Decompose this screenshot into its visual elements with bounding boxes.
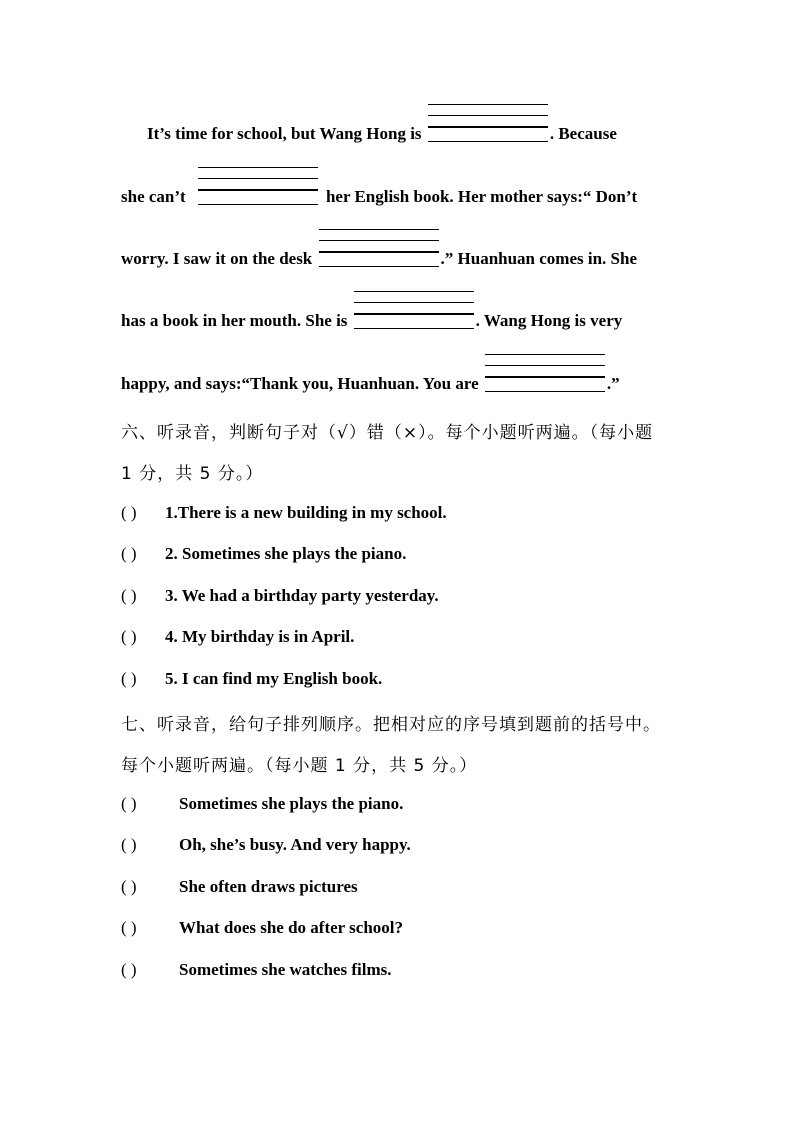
item-text: She often draws pictures — [179, 877, 358, 896]
answer-blank-1[interactable] — [428, 104, 548, 144]
item-text: Oh, she’s busy. And very happy. — [179, 835, 411, 854]
passage-line-3 — [121, 229, 794, 269]
answer-paren[interactable]: ( ) — [121, 627, 137, 646]
passage-line-1 — [147, 104, 794, 144]
section6-item-2 — [121, 544, 794, 564]
passage-line-4 — [121, 291, 794, 331]
section6-item-1 — [121, 503, 794, 523]
answer-blank-3[interactable] — [319, 229, 439, 269]
passage-text: .” Huanhuan comes in. She — [440, 249, 638, 268]
passage-text: she can’t — [121, 187, 186, 206]
section6-item-5 — [121, 669, 794, 689]
item-text: 5. I can find my English book. — [165, 669, 383, 688]
passage-text: It’s time for school, but Wang Hong is — [147, 124, 422, 143]
answer-paren[interactable]: ( ) — [121, 669, 137, 688]
item-text: Sometimes she watches films. — [179, 960, 392, 979]
answer-blank-2[interactable] — [198, 167, 318, 207]
item-text: 4. My birthday is in April. — [165, 627, 355, 646]
passage-line-2 — [121, 167, 794, 207]
section6-heading: 六、听录音，判断句子对（√）错（×）。每个小题听两遍。（每小题 — [121, 423, 654, 443]
item-text: Sometimes she plays the piano. — [179, 794, 404, 813]
passage-text: . Wang Hong is very — [475, 311, 623, 330]
section7-item-4 — [121, 918, 794, 938]
passage-text: .” — [606, 374, 620, 393]
answer-paren[interactable]: ( ) — [121, 960, 137, 979]
passage-line-5 — [121, 354, 794, 394]
answer-paren[interactable]: ( ) — [121, 586, 137, 605]
item-text: 1.There is a new building in my school. — [165, 503, 447, 522]
section7-item-3 — [121, 877, 794, 897]
passage-text: her English book. Her mother says:“ Don’t — [325, 187, 638, 206]
item-text: 3. We had a birthday party yesterday. — [165, 586, 439, 605]
item-text: What does she do after school? — [179, 918, 403, 937]
section7-heading: 七、听录音，给句子排列顺序。把相对应的序号填到题前的括号中。 — [121, 715, 661, 735]
passage-text: has a book in her mouth. She is — [121, 311, 348, 330]
passage-text: . Because — [549, 124, 617, 143]
answer-paren[interactable]: ( ) — [121, 794, 137, 813]
section6-item-4 — [121, 627, 794, 647]
section7-heading-cont: 每个小题听两遍。（每小题 1 分，共 5 分。） — [121, 756, 478, 776]
answer-paren[interactable]: ( ) — [121, 503, 137, 522]
answer-paren[interactable]: ( ) — [121, 835, 137, 854]
section6-heading-cont: 1 分，共 5 分。） — [121, 464, 264, 484]
section7-item-2 — [121, 835, 794, 855]
answer-paren[interactable]: ( ) — [121, 877, 137, 896]
answer-blank-4[interactable] — [354, 291, 474, 331]
passage-text: happy, and says:“Thank you, Huanhuan. You are — [121, 374, 479, 393]
passage-text: worry. I saw it on the desk — [121, 249, 313, 268]
answer-paren[interactable]: ( ) — [121, 544, 137, 563]
answer-blank-5[interactable] — [485, 354, 605, 394]
section6-item-3 — [121, 586, 794, 606]
answer-paren[interactable]: ( ) — [121, 918, 137, 937]
section7-item-1 — [121, 794, 794, 814]
section7-item-5 — [121, 960, 794, 980]
item-text: 2. Sometimes she plays the piano. — [165, 544, 407, 563]
